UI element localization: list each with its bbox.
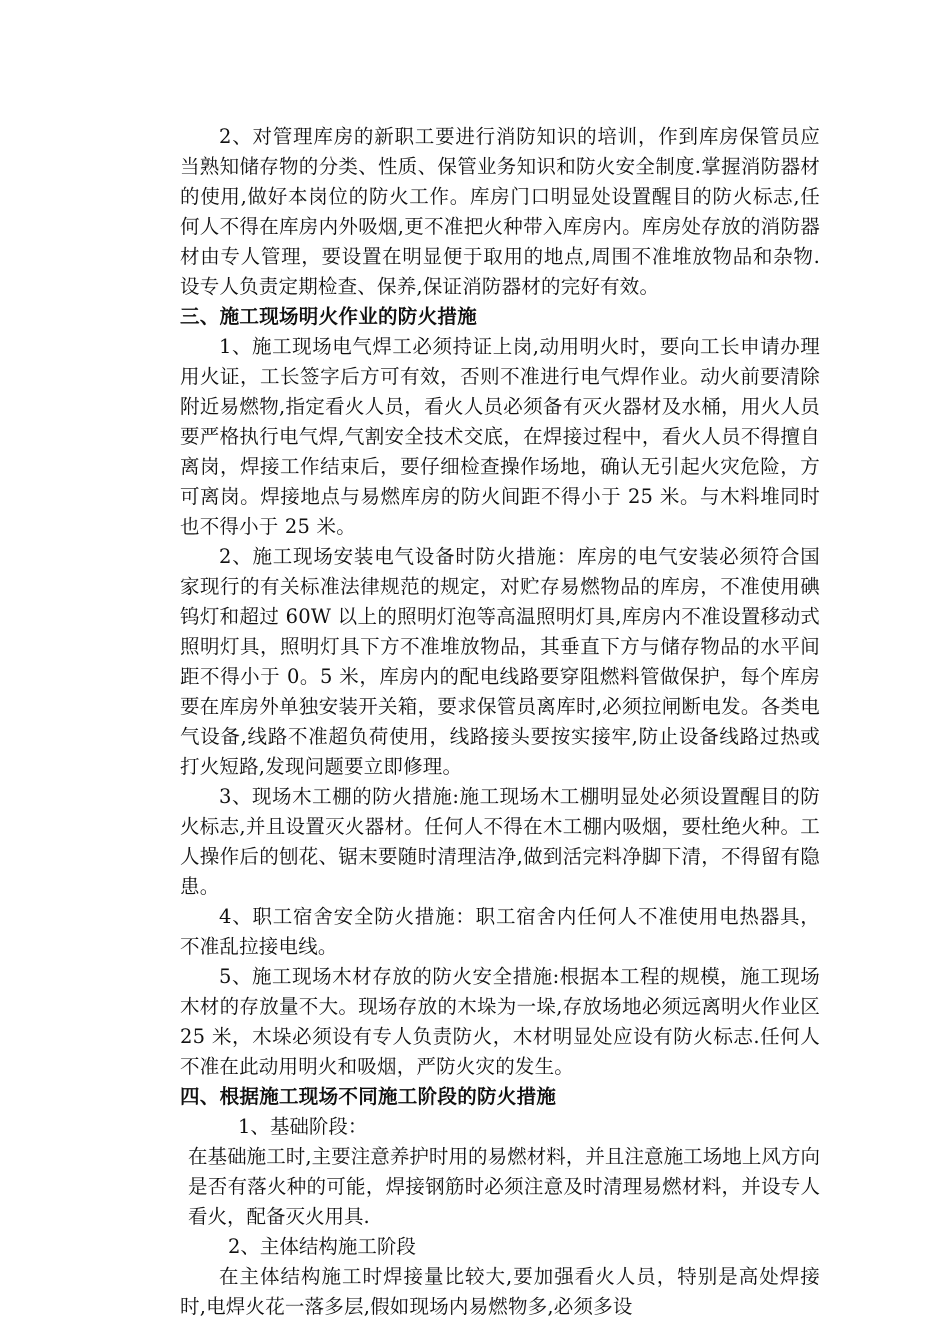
paragraph-dormitory: 4、职工宿舍安全防火措施：职工宿舍内任何人不准使用电热器具，不准乱拉接电线。 [180,905,820,958]
document-body [180,122,820,1322]
paragraph-electrical: 2、施工现场安装电气设备时防火措施：库房的电气安装必须符合国家现行的有关标准法律规范的规定，对贮存易燃物品的库房，不准使用碘钨灯和超过 60W 以上的照明灯泡等高温照明灯具,库房内不准设置移动式照明灯具，照明灯具下方不准堆放物品，其垂直下方与储存物品的水平间距不得小于 0。5 米，库房内的配电线路要穿阻燃料管做保护，每个库房要在库房外单独安装开关箱，要求保管员离库时,必须拉闸断电发。各类电气设备,线路不准超负荷使用，线路接头要按实接牢,防止设备线路过热或打火短路,发现问题要立即修理。 [180,545,820,778]
section-heading-3: 三、施工现场明火作业的防火措施 [180,305,478,328]
subheading-main-structure: 2、主体结构施工阶段 [228,1235,416,1258]
subheading-foundation: 1、基础阶段： [238,1115,368,1138]
paragraph-main-structure: 在主体结构施工时焊接量比较大,要加强看火人员，特别是高处焊接时,电焊火花一落多层,假如现场内易燃物多,必须多设 [180,1265,820,1318]
paragraph-carpentry-shed: 3、现场木工棚的防火措施:施工现场木工棚明显处必须设置醒目的防火标志,并且设置灭火器材。任何人不得在木工棚内吸烟，要杜绝火种。工人操作后的刨花、锯末要随时清理洁净,做到活完料净脚下清，不得留有隐患。 [180,785,820,898]
paragraph-foundation: 在基础施工时,主要注意养护时用的易燃材料，并且注意施工场地上风方向是否有落火种的可能，焊接钢筋时必须注意及时清理易燃材料，并设专人看火，配备灭火用具. [188,1145,820,1228]
paragraph-timber-storage: 5、施工现场木材存放的防火安全措施:根据本工程的规模，施工现场木材的存放量不大。现场存放的木垛为一垛,存放场地必须远离明火作业区 25 米，木垛必须设有专人负责防火，木材明显处应设有防火标志.任何人不准在此动用明火和吸烟，严防火灾的发生。 [180,965,820,1078]
paragraph-welding: 1、施工现场电气焊工必须持证上岗,动用明火时，要向工长申请办理用火证，工长签字后方可有效，否则不准进行电气焊作业。动火前要清除附近易燃物,指定看火人员，看火人员必须备有灭火器材及水桶，用火人员要严格执行电气焊,气割安全技术交底，在焊接过程中，看火人员不得擅自离岗，焊接工作结束后，要仔细检查操作场地，确认无引起火灾危险，方可离岗。焊接地点与易燃库房的防火间距不得小于 25 米。与木料堆同时也不得小于 25 米。 [180,335,820,538]
section-heading-4: 四、根据施工现场不同施工阶段的防火措施 [180,1085,557,1108]
paragraph-storage-training: 2、对管理库房的新职工要进行消防知识的培训，作到库房保管员应当熟知储存物的分类、性质、保管业务知识和防火安全制度.掌握消防器材的使用,做好本岗位的防火工作。库房门口明显处设置醒目的防火标志,任何人不得在库房内外吸烟,更不准把火种带入库房内。库房处存放的消防器材由专人管理，要设置在明显便于取用的地点,周围不准堆放物品和杂物.设专人负责定期检查、保养,保证消防器材的完好有效。 [180,125,820,298]
